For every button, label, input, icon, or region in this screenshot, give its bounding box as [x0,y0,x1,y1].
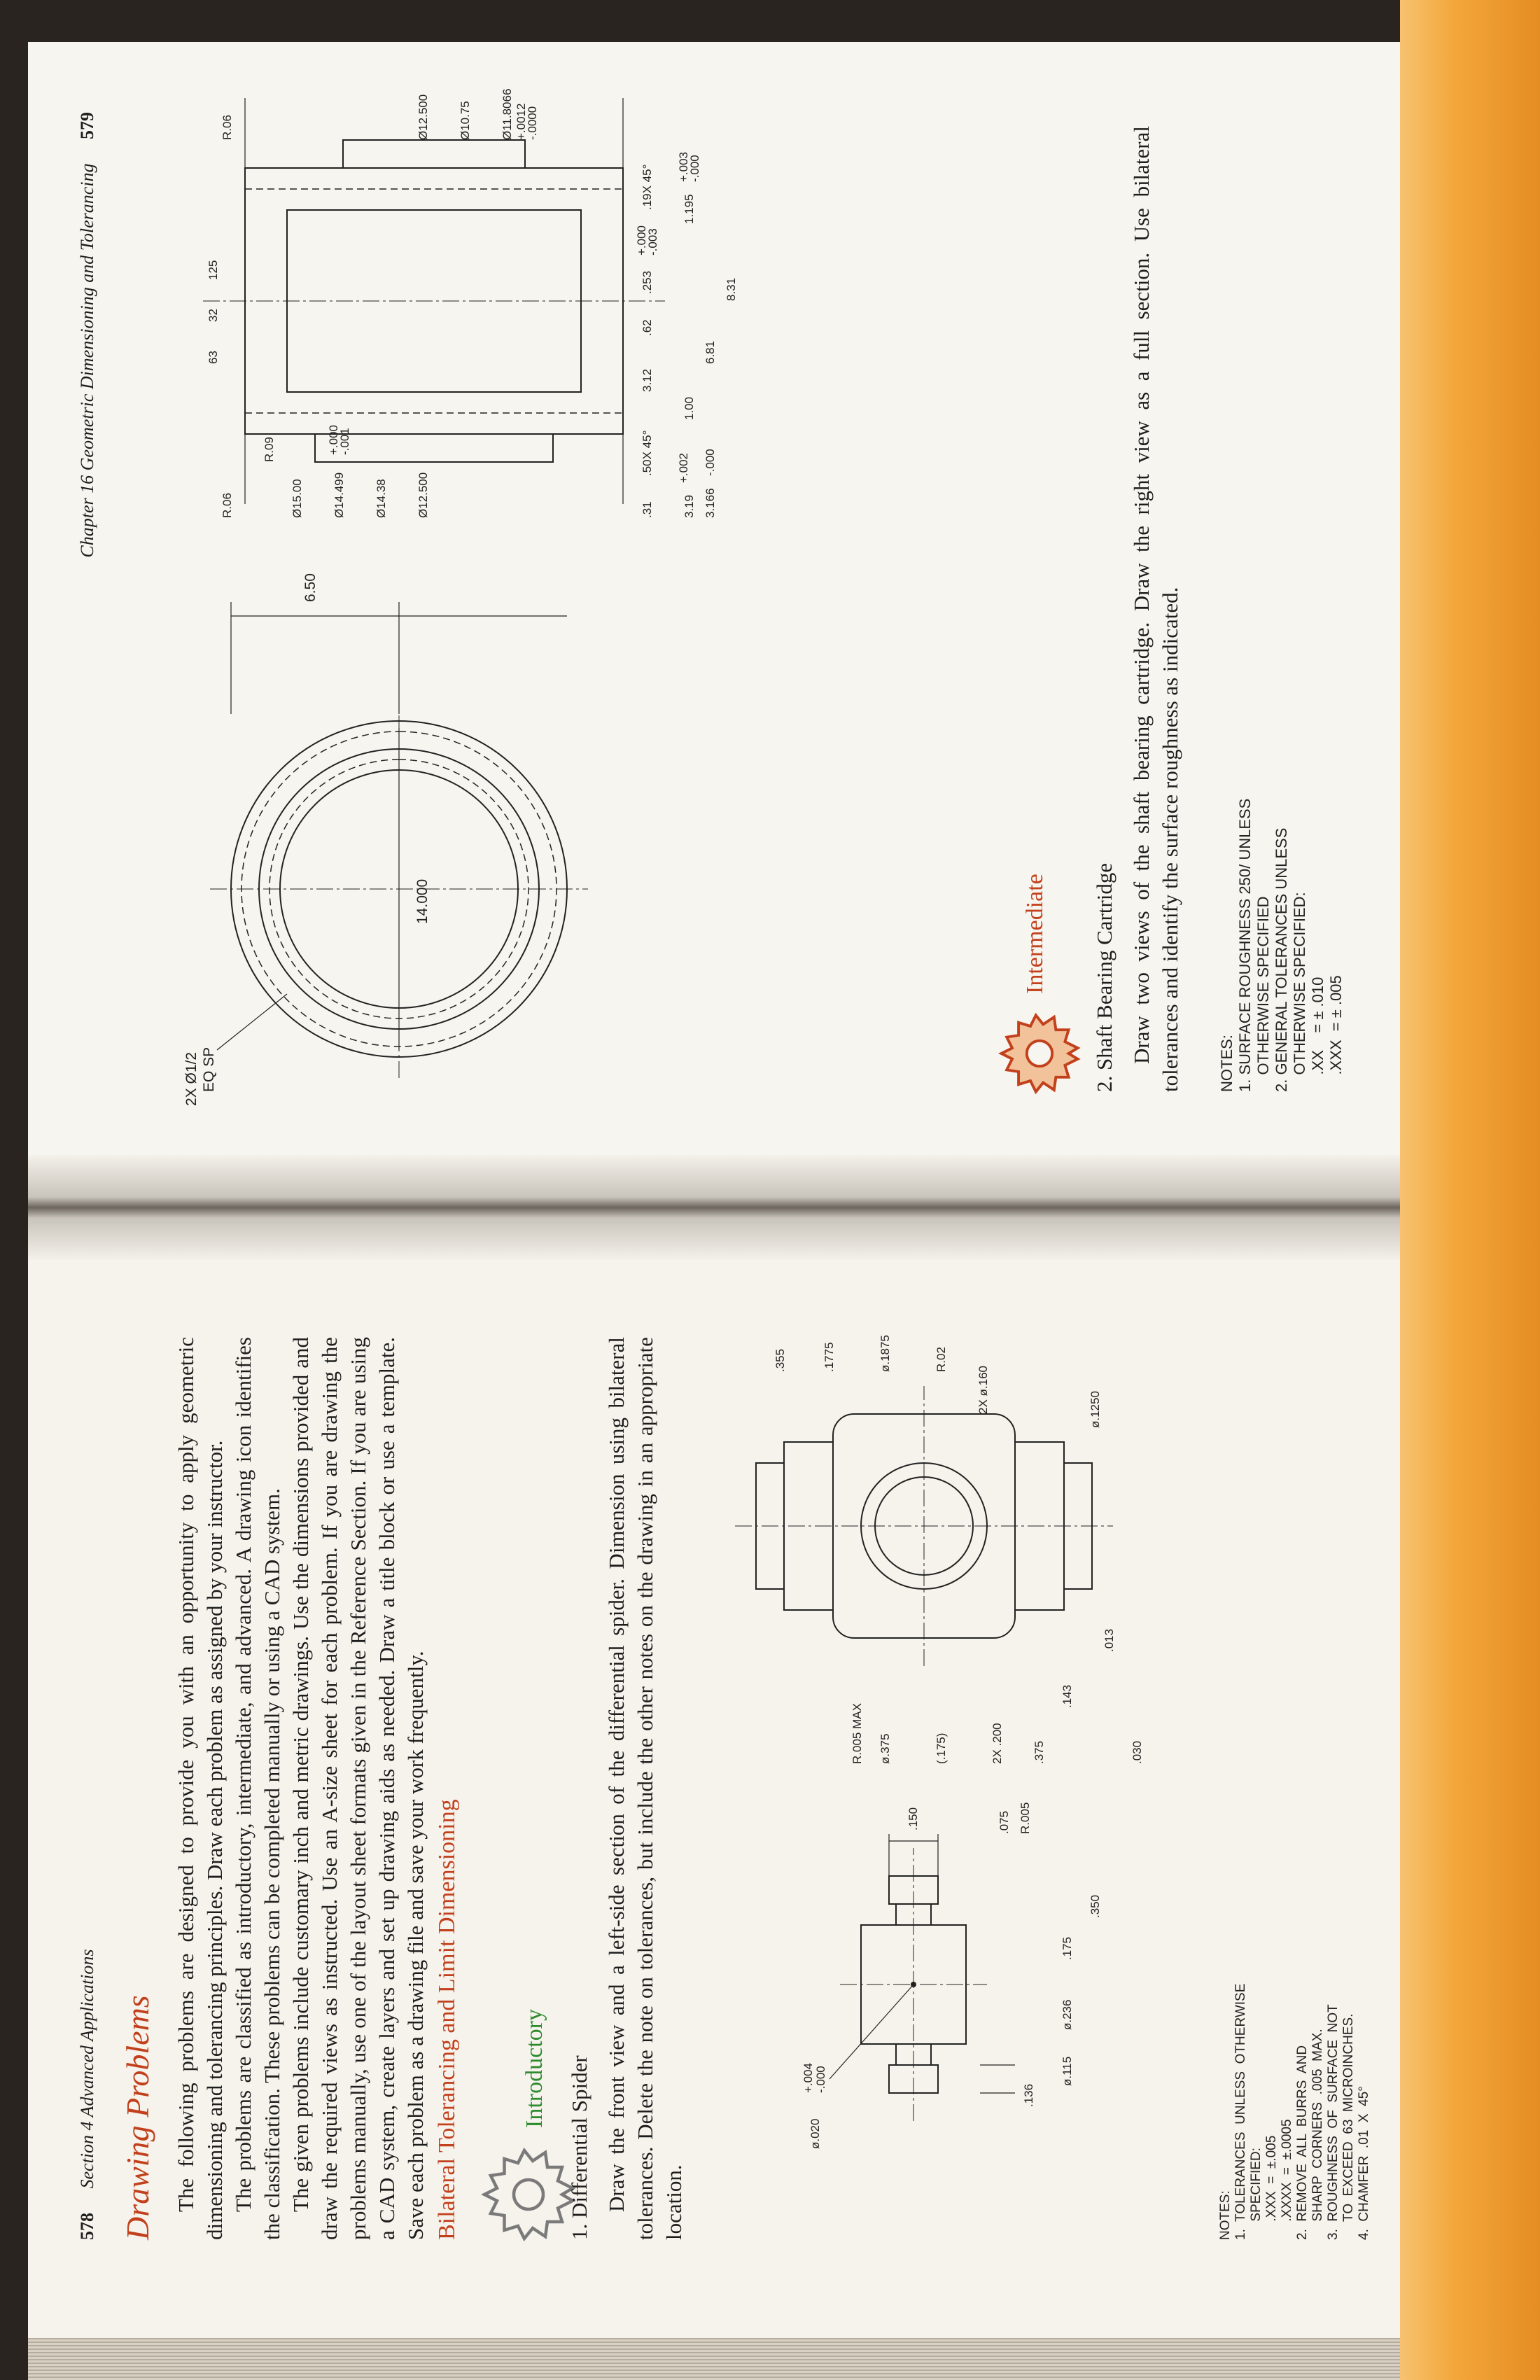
dim-020-dia: ø.020 [808,2118,822,2149]
dim-12500-right: Ø12.500 [416,94,430,140]
introductory-gear-icon [476,2142,581,2247]
roughness-63: 63 [206,351,220,364]
dim-50x45: .50X 45° [640,430,654,476]
dim-2x-160-dia: 2X ø.160 [976,1366,990,1414]
note-line: 1. TOLERANCES UNLESS OTHERWISE [1233,1983,1248,2240]
roughness-32: 32 [206,309,220,322]
note-line: 2. GENERAL TOLERANCES UNLESS [1273,827,1290,1092]
spider-side-view [735,1335,1144,1764]
cartridge-notes [1218,799,1345,1092]
cartridge-end-view [133,532,665,1134]
left-running-head [77,1949,98,2240]
dim-1500: Ø15.00 [290,479,304,518]
dim-118066-plus: +.0012 [514,103,528,140]
dim-r005-max: R.005 MAX [850,1703,864,1764]
dim-62: .62 [640,319,654,336]
dim-020-tol-minus: -.000 [814,2066,827,2093]
dim-1195-plus: +.003 [677,151,690,182]
dim-075: .075 [997,1810,1011,1834]
note-line: NOTES: [1218,1035,1236,1092]
note-line: NOTES: [1218,2190,1233,2240]
dim-r06-top: R.06 [220,493,234,518]
section-heading: Bilateral Tolerancing and Limit Dimensioning [434,1799,460,2240]
dim-14499-plus: +.000 [327,424,340,455]
dim-31: .31 [640,501,654,518]
page-title: Drawing Problems [120,1995,155,2240]
cartridge-section-view [133,70,763,532]
dim-2x-half-dia: 2X Ø1/2 [183,1051,200,1106]
left-page-number: 578 [77,2213,97,2240]
note-line: 3. ROUGHNESS OF SURFACE NOT [1326,2004,1340,2240]
dim-1438: Ø14.38 [374,479,388,518]
intro-paragraph: The problems are classified as introductory, intermediate, and advanced. A drawing icon identifies the classification. These problems can be completed manually or using a CAD system. [231,1337,284,2240]
dim-355: .355 [774,1348,787,1372]
dim-118066: Ø11.8066 [500,88,514,140]
note-line: 4. CHAMFER .01 X 45° [1357,2086,1371,2240]
stacked-page-edges [28,2338,1400,2380]
note-line: OTHERWISE SPECIFIED: [1291,892,1308,1092]
dim-1875-dia: ø.1875 [878,1335,892,1372]
dim-r06-right: R.06 [220,115,234,140]
problem-2-instructions: Draw two views of the shaft bearing cartridge. Draw the right view as a full section. Use bilateral tolerances and identify the surface roughness as indicated. [1129,126,1182,1092]
level-introductory: Introductory [522,2009,547,2128]
dim-14499-minus: -.001 [338,428,351,455]
dim-3166-minus: -.000 [704,449,717,476]
dim-319: 3.19 [682,494,696,518]
problem-1-instructions: Draw the front view and a left-side section of the differential spider. Dimension using bilateral tolerances. Delete the note on tolerances, but include the other notes on the drawing in an appropriate location. [604,1337,686,2240]
note-line: .XXXX = ±.0005 [1280,2119,1294,2240]
note-line: .XXX = ± .005 [1327,975,1345,1092]
note-line: SPECIFIED: [1249,2148,1264,2240]
dim-136: .136 [1022,2083,1035,2107]
intro-paragraph: The following problems are designed to provide you with an opportunity to apply geometric dimensioning and tolerancing principles. Draw each problem as assigned by your instructor. [174,1337,227,2240]
dim-253-minus: -.003 [646,228,659,255]
dim-150: .150 [906,1807,920,1830]
dim-350: .350 [1088,1894,1102,1918]
right-running-head [77,112,98,558]
dim-831: 8.31 [724,277,738,301]
intro-paragraph: The given problems include customary inch and metric drawings. Use the dimensions provided and draw the required views as instructed. Use an A-size sheet for each problem. If you are drawing the problems manually, use one of the layout sheet formats given in the Reference Section. If you are using a CAD system, create layers and set up drawing aids as needed. Draw a title block or use a template. Save each problem as a drawing file and save your work frequently. [288,1337,428,2240]
left-section-label: Section 4 Advanced Applications [77,1949,97,2189]
dim-020-tol-plus: +.004 [802,2062,815,2093]
note-line: .XX = ± .010 [1309,976,1326,1092]
spider-notes [1218,1984,1372,2240]
roughness-125: 125 [206,260,220,280]
note-line: SHARP CORNERS .005 MAX. [1310,2029,1325,2240]
dim-14499: Ø14.499 [332,472,346,518]
note-line: OTHERWISE SPECIFIED [1254,896,1272,1092]
problem-2-title: 2. Shaft Bearing Cartridge [1092,862,1116,1092]
dim-253: .253 [640,270,654,294]
dim-236-dia: ø.236 [1060,1999,1074,2030]
right-page-number: 579 [77,112,97,139]
problem-1-title: 1. Differential Spider [567,2055,592,2240]
note-line: 1. SURFACE ROUGHNESS 250/ UNLESS [1236,798,1254,1092]
dim-r005: R.005 [1018,1802,1032,1834]
dim-r09: R.09 [262,437,276,462]
dim-253-plus: +.000 [635,225,648,255]
dim-14000: 14.000 [414,878,430,924]
dim-030: .030 [1130,1740,1144,1764]
dim-375: .375 [1032,1740,1046,1764]
level-intermediate: Intermediate [1022,874,1048,994]
note-line: 2. REMOVE ALL BURRS AND [1295,2045,1310,2240]
dim-1250-dia: ø.1250 [1088,1391,1102,1428]
dark-background-top [0,0,28,2380]
right-chapter-label: Chapter 16 Geometric Dimensioning and Tolerancing [77,163,97,558]
right-page [28,70,1400,1176]
dim-2x-200: 2X .200 [990,1723,1004,1764]
dim-19x45: .19X 45° [640,164,654,210]
dim-r02: R.02 [934,1347,948,1372]
dim-1195: 1.195 [682,194,696,224]
intro-text [172,1337,430,2240]
spider-front-view [802,1802,1102,2149]
dim-118066-minus: -.0000 [526,106,539,140]
note-line: TO EXCEED 63 MICROINCHES. [1341,2013,1356,2240]
dim-1075: Ø10.75 [458,101,472,140]
dim-650: 6.50 [302,573,318,602]
dim-3166: 3.166 [704,488,717,518]
dim-1775: .1775 [822,1342,836,1372]
dim-175: .175 [1060,1936,1074,1960]
dim-143: .143 [1060,1684,1074,1708]
problem-2-text [1127,126,1184,1092]
dim-eq-sp: EQ SP [201,1046,217,1092]
dim-1195-minus: -.000 [688,155,701,182]
left-page [28,1246,1400,2338]
note-line: .XXX = ±.005 [1264,2135,1279,2240]
dim-681: 6.81 [704,340,717,364]
dim-115-dia: ø.115 [1060,2056,1074,2086]
dim-100: 1.00 [682,396,696,420]
intermediate-gear-icon [994,1008,1085,1099]
dim-375-dia: ø.375 [878,1733,892,1764]
problem-1-text [602,1337,688,2240]
dim-175-ref: (.175) [934,1732,948,1764]
dim-013: .013 [1102,1628,1116,1652]
dim-319-plus: +.002 [677,452,690,483]
dim-12500-left: Ø12.500 [416,472,430,518]
dim-312: 3.12 [640,368,654,392]
orange-page-edge [1400,0,1540,2380]
